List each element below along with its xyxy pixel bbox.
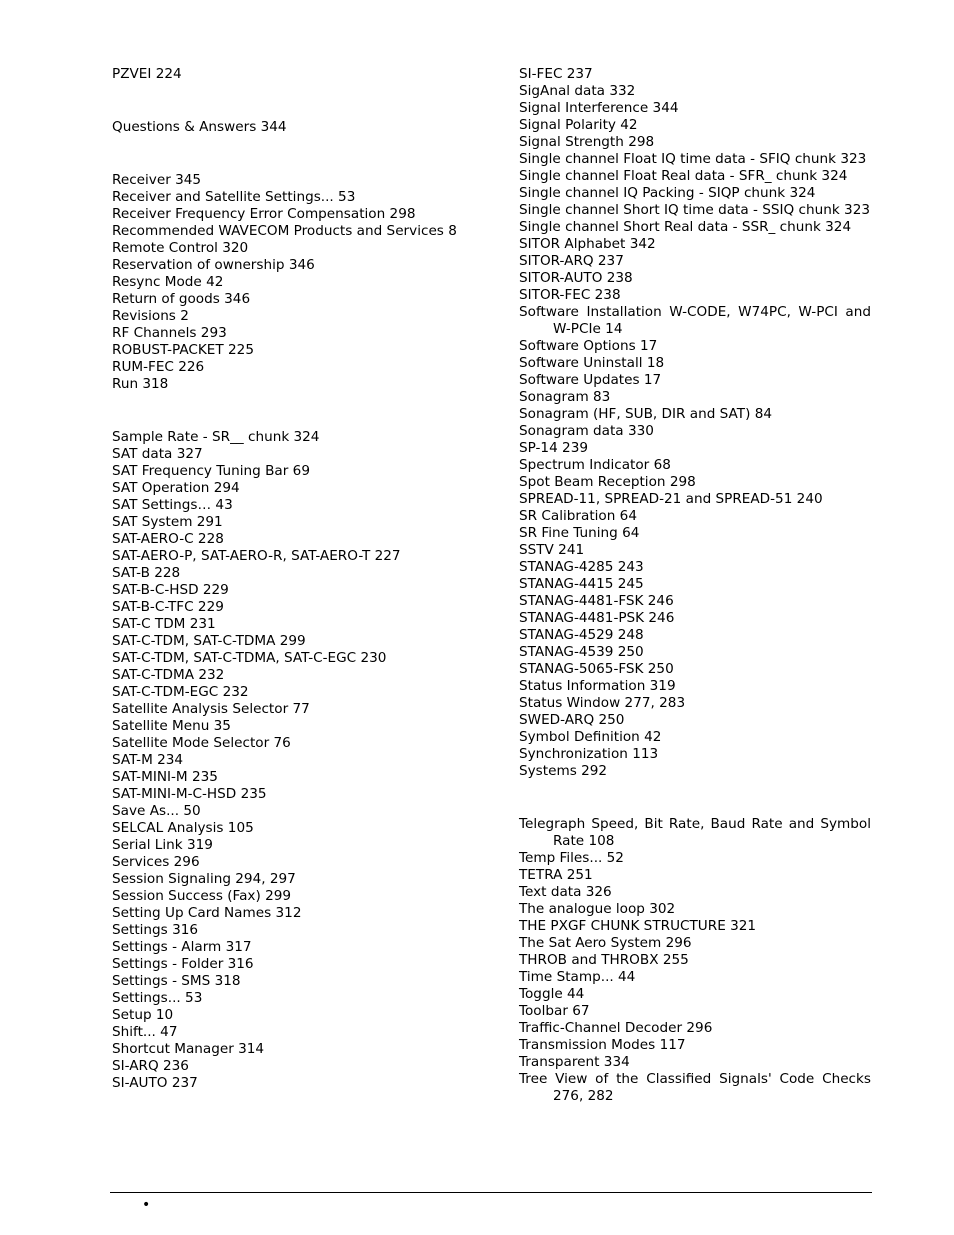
- index-entry: RUM-FEC 226: [112, 359, 205, 375]
- index-entry: SAT-C-TDMA 232: [112, 667, 225, 683]
- index-entry: Satellite Analysis Selector 77: [112, 701, 310, 717]
- index-entry: Receiver and Satellite Settings... 53: [112, 189, 356, 205]
- index-entry: Save As... 50: [112, 803, 201, 819]
- index-entry: Tree View of the Classified Signals' Code Checks 276, 282: [519, 1071, 871, 1104]
- index-entry: Services 296: [112, 854, 200, 870]
- index-entry: Toolbar 67: [519, 1003, 590, 1019]
- index-entry: SITOR-FEC 238: [519, 287, 621, 303]
- index-entry: Return of goods 346: [112, 291, 251, 307]
- index-entry: SAT-C TDM 231: [112, 616, 216, 632]
- index-entry: SAT-AERO-P, SAT-AERO-R, SAT-AERO-T 227: [112, 548, 401, 564]
- index-entry: SAT System 291: [112, 514, 223, 530]
- index-entry: Sonagram 83: [519, 389, 611, 405]
- footer-bullet: •: [142, 1197, 151, 1213]
- index-entry: Spectrum Indicator 68: [519, 457, 671, 473]
- index-entry: Status Information 319: [519, 678, 676, 694]
- index-entry: Satellite Mode Selector 76: [112, 735, 291, 751]
- index-entry: STANAG-4481-FSK 246: [519, 593, 674, 609]
- index-entry: STANAG-4539 250: [519, 644, 644, 660]
- index-entry: STANAG-5065-FSK 250: [519, 661, 674, 677]
- section-gap: [112, 83, 464, 119]
- index-entry: SSTV 241: [519, 542, 585, 558]
- index-entry: SAT-B 228: [112, 565, 181, 581]
- index-entry: Single channel Float Real data - SFR_ chunk 324: [519, 168, 848, 184]
- index-entry: Resync Mode 42: [112, 274, 224, 290]
- index-entry: SI-AUTO 237: [112, 1075, 198, 1091]
- index-entry: Session Signaling 294, 297: [112, 871, 296, 887]
- index-entry: Software Updates 17: [519, 372, 662, 388]
- index-entry: Setup 10: [112, 1007, 174, 1023]
- index-entry: SAT Operation 294: [112, 480, 240, 496]
- index-entry: Serial Link 319: [112, 837, 213, 853]
- index-entry: Receiver Frequency Error Compensation 298: [112, 206, 416, 222]
- index-entry: SELCAL Analysis 105: [112, 820, 254, 836]
- index-entry: Telegraph Speed, Bit Rate, Baud Rate and Symbol Rate 108: [519, 816, 871, 849]
- index-entry: SAT-AERO-C 228: [112, 531, 224, 547]
- index-entry: Shortcut Manager 314: [112, 1041, 265, 1057]
- index-entry: SI-FEC 237: [519, 66, 593, 82]
- index-entry: SR Calibration 64: [519, 508, 637, 524]
- index-entry: SP-14 239: [519, 440, 588, 456]
- index-entry: Synchronization 113: [519, 746, 659, 762]
- index-entry: Single channel Short Real data - SSR_ chunk 324: [519, 219, 852, 235]
- index-entry: SAT-MINI-M 235: [112, 769, 218, 785]
- index-entry: SigAnal data 332: [519, 83, 636, 99]
- index-entry: SAT-MINI-M-C-HSD 235: [112, 786, 267, 802]
- index-entry: Transparent 334: [519, 1054, 630, 1070]
- index-entry: Sonagram (HF, SUB, DIR and SAT) 84: [519, 406, 773, 422]
- index-entry: Sonagram data 330: [519, 423, 654, 439]
- index-entry: RF Channels 293: [112, 325, 227, 341]
- index-entry: Settings - SMS 318: [112, 973, 241, 989]
- index-entry: Signal Polarity 42: [519, 117, 638, 133]
- index-entry: SAT-B-C-TFC 229: [112, 599, 224, 615]
- index-entry: Setting Up Card Names 312: [112, 905, 302, 921]
- index-entry: Status Window 277, 283: [519, 695, 686, 711]
- index-entry: SI-ARQ 236: [112, 1058, 189, 1074]
- index-entry: Receiver 345: [112, 172, 202, 188]
- index-entry: Software Options 17: [519, 338, 658, 354]
- footer-rule: [110, 1192, 872, 1193]
- index-entry: Session Success (Fax) 299: [112, 888, 292, 904]
- index-entry: Software Installation W-CODE, W74PC, W-PCI and W-PCIe 14: [519, 304, 871, 337]
- index-entry: SAT Frequency Tuning Bar 69: [112, 463, 310, 479]
- index-entry: Revisions 2: [112, 308, 189, 324]
- index-entry: Signal Interference 344: [519, 100, 679, 116]
- index-entry: Settings - Alarm 317: [112, 939, 252, 955]
- index-entry: Questions & Answers 344: [112, 119, 287, 135]
- index-entry: Traffic-Channel Decoder 296: [519, 1020, 713, 1036]
- section-gap: [519, 780, 871, 816]
- index-entry: Sample Rate - SR__ chunk 324: [112, 429, 320, 445]
- index-entry: Remote Control 320: [112, 240, 249, 256]
- index-entry: Shift... 47: [112, 1024, 178, 1040]
- index-entry: Run 318: [112, 376, 169, 392]
- index-entry: SAT-B-C-HSD 229: [112, 582, 229, 598]
- index-entry: PZVEI 224: [112, 66, 182, 82]
- index-entry: Settings 316: [112, 922, 199, 938]
- index-entry: Single channel Short IQ time data - SSIQ chunk 323: [519, 202, 871, 218]
- index-entry: The analogue loop 302: [519, 901, 676, 917]
- index-entry: STANAG-4481-PSK 246: [519, 610, 675, 626]
- index-entry: Transmission Modes 117: [519, 1037, 686, 1053]
- index-entry: Settings - Folder 316: [112, 956, 254, 972]
- index-entry: SWED-ARQ 250: [519, 712, 625, 728]
- index-entry: Toggle 44: [519, 986, 585, 1002]
- index-entry: Text data 326: [519, 884, 612, 900]
- index-entry: SITOR Alphabet 342: [519, 236, 656, 252]
- index-entry: SAT-C-TDM-EGC 232: [112, 684, 249, 700]
- index-entry: Recommended WAVECOM Products and Services 8: [112, 223, 457, 239]
- index-entry: The Sat Aero System 296: [519, 935, 692, 951]
- index-entry: SR Fine Tuning 64: [519, 525, 640, 541]
- section-gap: [112, 136, 464, 172]
- index-entry: Signal Strength 298: [519, 134, 655, 150]
- index-entry: ROBUST-PACKET 225: [112, 342, 254, 358]
- index-entry: SITOR-AUTO 238: [519, 270, 633, 286]
- index-entry: Spot Beam Reception 298: [519, 474, 696, 490]
- index-entry: SAT-M 234: [112, 752, 184, 768]
- index-entry: Symbol Definition 42: [519, 729, 662, 745]
- index-entry: Single channel IQ Packing - SIQP chunk 324: [519, 185, 816, 201]
- index-entry: TETRA 251: [519, 867, 593, 883]
- index-entry: SAT-C-TDM, SAT-C-TDMA 299: [112, 633, 306, 649]
- index-entry: Settings... 53: [112, 990, 203, 1006]
- index-entry: Single channel Float IQ time data - SFIQ chunk 323: [519, 151, 867, 167]
- index-entry: STANAG-4529 248: [519, 627, 644, 643]
- index-entry: Software Uninstall 18: [519, 355, 665, 371]
- index-entry: SITOR-ARQ 237: [519, 253, 624, 269]
- index-entry: Temp Files... 52: [519, 850, 624, 866]
- index-entry: THE PXGF CHUNK STRUCTURE 321: [519, 918, 757, 934]
- index-entry: SAT Settings… 43: [112, 497, 233, 513]
- index-entry: THROB and THROBX 255: [519, 952, 689, 968]
- index-column-right: [519, 66, 871, 1105]
- section-gap: [112, 393, 464, 429]
- index-entry: SAT-C-TDM, SAT-C-TDMA, SAT-C-EGC 230: [112, 650, 387, 666]
- index-column-left: [112, 66, 464, 1092]
- index-entry: SPREAD-11, SPREAD-21 and SPREAD-51 240: [519, 491, 823, 507]
- index-entry: Satellite Menu 35: [112, 718, 231, 734]
- index-entry: Time Stamp... 44: [519, 969, 636, 985]
- index-entry: SAT data 327: [112, 446, 203, 462]
- index-entry: STANAG-4415 245: [519, 576, 644, 592]
- index-entry: STANAG-4285 243: [519, 559, 644, 575]
- index-entry: Reservation of ownership 346: [112, 257, 315, 273]
- index-entry: Systems 292: [519, 763, 608, 779]
